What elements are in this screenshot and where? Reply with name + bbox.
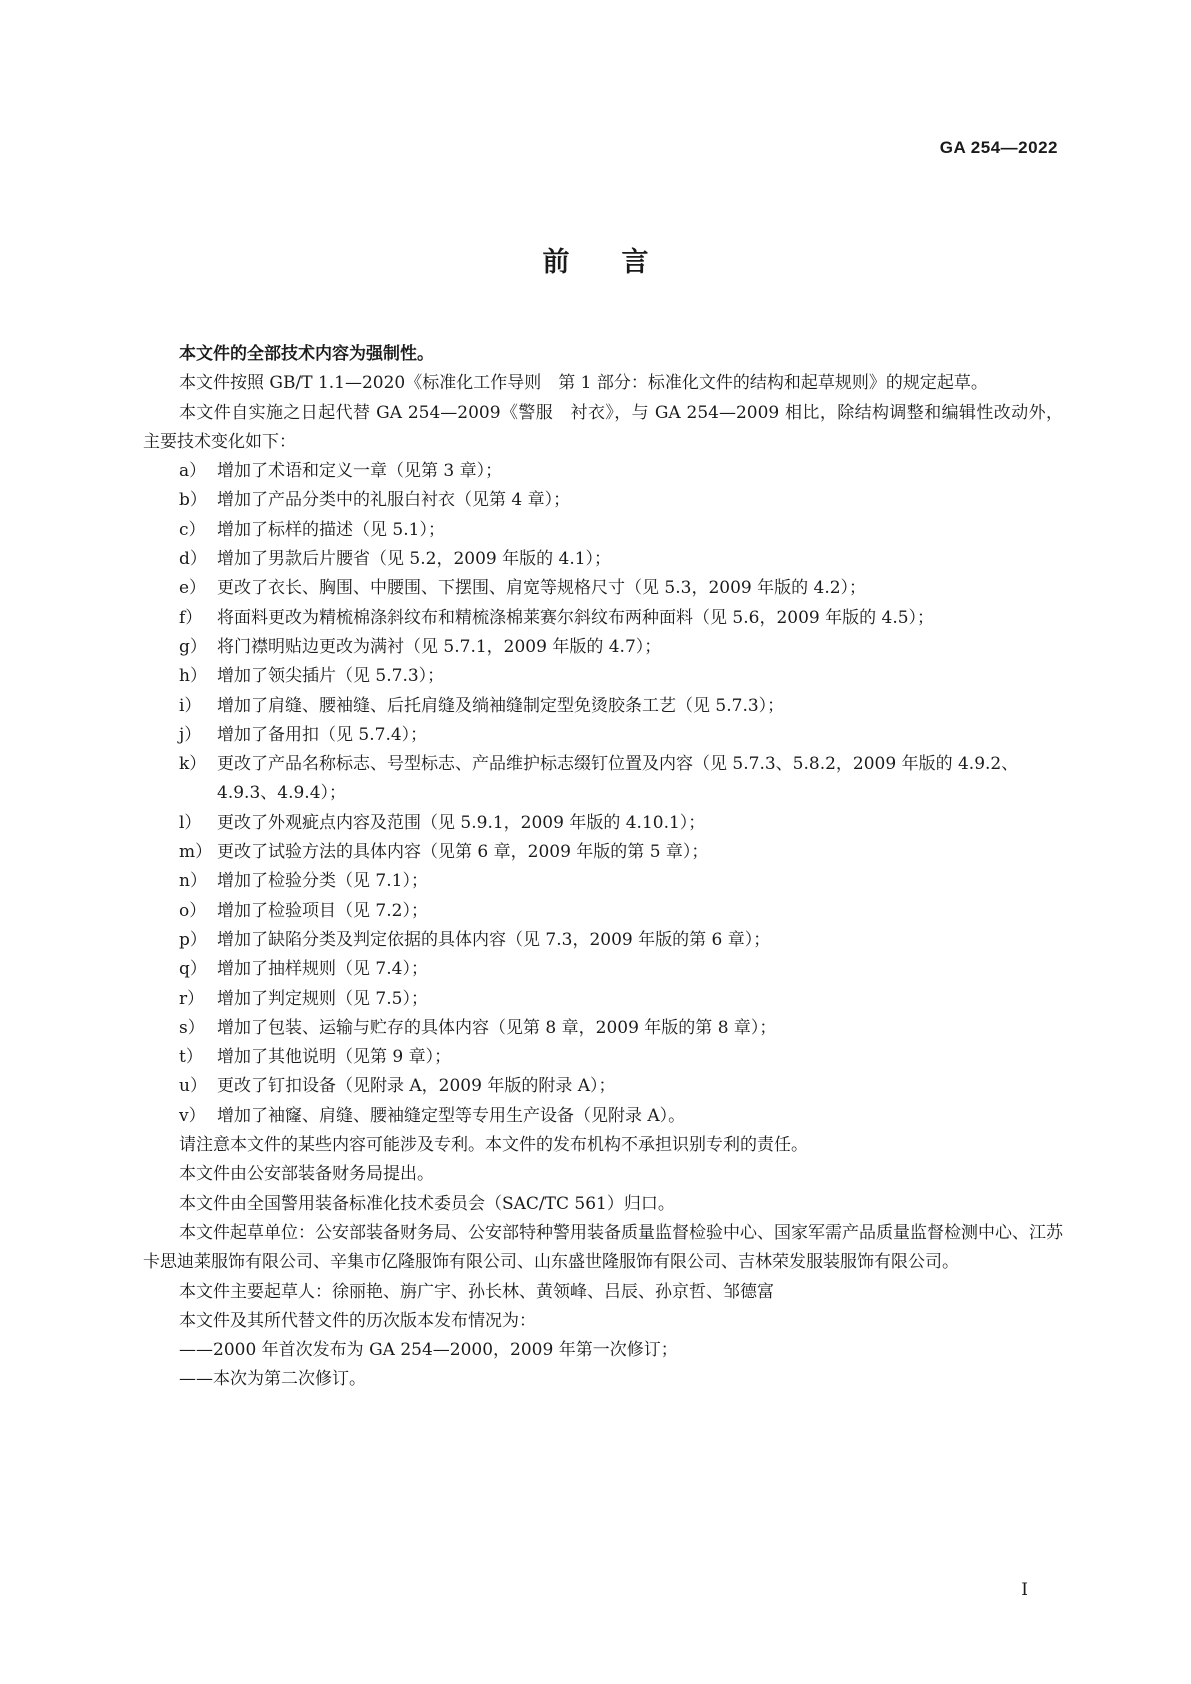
list-item-label: o） <box>179 900 207 921</box>
patent-notice: 请注意本文件的某些内容可能涉及专利。本文件的发布机构不承担识别专利的责任。 <box>179 1135 808 1156</box>
list-item-text: 更改了产品名称标志、号型标志、产品维护标志缀钉位置及内容（见 5.7.3、5.8.2，2009 年版的 4.9.2、4.9.3、4.9.4）； <box>217 754 1019 804</box>
list-item-label: h） <box>179 666 207 687</box>
list-item-label: p） <box>179 929 207 950</box>
list-item <box>143 985 1063 1014</box>
list-item-label: d） <box>179 549 207 570</box>
list-item <box>143 955 1063 984</box>
list-item <box>143 1043 1063 1072</box>
list-item-label: c） <box>179 519 206 540</box>
list-item-label: g） <box>179 636 207 657</box>
list-item-text: 增加了缺陷分类及判定依据的具体内容（见 7.3，2009 年版的第 6 章）； <box>217 929 771 950</box>
list-item-label: n） <box>179 871 207 892</box>
list-item-text: 将面料更改为精梳棉涤斜纹布和精梳涤棉莱赛尔斜纹布两种面料（见 5.6，2009 年版的 4.5）； <box>217 607 935 628</box>
list-item-text: 增加了术语和定义一章（见第 3 章）； <box>217 461 503 482</box>
list-item-text: 增加了产品分类中的礼服白衬衣（见第 4 章）； <box>217 490 571 511</box>
list-item-label: s） <box>179 1017 205 1038</box>
list-item-text: 增加了检验分类（见 7.1）； <box>217 871 428 892</box>
list-item-text: 增加了包装、运输与贮存的具体内容（见第 8 章，2009 年版的第 8 章）； <box>217 1017 777 1038</box>
list-item <box>143 457 1063 486</box>
list-item <box>143 604 1063 633</box>
changes-list <box>143 457 1063 1131</box>
history-item: ——2000 年首次发布为 GA 254—2000，2009 年第一次修订； <box>179 1340 678 1361</box>
list-item <box>143 897 1063 926</box>
list-item-label: r） <box>179 988 205 1009</box>
list-item-text: 增加了男款后片腰省（见 5.2，2009 年版的 4.1）； <box>217 549 612 570</box>
mandatory-statement: 本文件的全部技术内容为强制性。 <box>179 344 434 364</box>
list-item-text: 增加了标样的描述（见 5.1）； <box>217 519 445 540</box>
list-item-text: 增加了领尖插片（见 5.7.3）； <box>217 666 445 687</box>
list-item-label: a） <box>179 461 207 482</box>
history-item: ——本次为第二次修订。 <box>179 1369 366 1390</box>
list-item-label: i） <box>179 695 202 716</box>
list-item <box>143 926 1063 955</box>
list-item-text: 增加了备用扣（见 5.7.4）； <box>217 724 428 745</box>
list-item-text: 更改了衣长、胸围、中腰围、下摆围、肩宽等规格尺寸（见 5.3，2009 年版的 4.2）； <box>217 578 867 599</box>
drafting-units-paragraph: 本文件起草单位：公安部装备财务局、公安部特种警用装备质量监督检验中心、国家军需产品质量监督检测中心、江苏卡思迪莱服饰有限公司、辛集市亿隆服饰有限公司、山东盛世隆服饰有限公司、吉林荣发服装服饰有限公司。 <box>143 1222 1063 1273</box>
list-item-text: 将门襟明贴边更改为满衬（见 5.7.1，2009 年版的 4.7）； <box>217 636 662 657</box>
page-title: 前言 <box>542 247 701 278</box>
list-item-label: u） <box>179 1076 207 1097</box>
list-item-text: 更改了外观疵点内容及范围（见 5.9.1，2009 年版的 4.10.1）； <box>217 812 706 833</box>
list-item <box>143 1102 1063 1131</box>
list-item-text: 增加了判定规则（见 7.5）； <box>217 988 428 1009</box>
list-item-text: 更改了钉扣设备（见附录 A，2009 年版的附录 A）； <box>217 1076 616 1097</box>
list-item <box>143 633 1063 662</box>
list-item-label: m） <box>179 842 213 863</box>
list-item-text: 增加了其他说明（见第 9 章）； <box>217 1047 452 1068</box>
list-item <box>143 692 1063 721</box>
list-item <box>143 574 1063 603</box>
list-item-label: v） <box>179 1105 206 1126</box>
list-item-label: f） <box>179 607 203 628</box>
list-item-text: 更改了试验方法的具体内容（见第 6 章，2009 年版的第 5 章）； <box>217 842 709 863</box>
list-item-label: e） <box>179 578 207 599</box>
list-item-label: l） <box>179 812 202 833</box>
list-item <box>143 545 1063 574</box>
list-item <box>143 838 1063 867</box>
list-item <box>143 1014 1063 1043</box>
list-item-label: b） <box>179 490 207 511</box>
drafting-basis-paragraph: 本文件按照 GB/T 1.1—2020《标准化工作导则 第 1 部分：标准化文件的结构和起草规则》的规定起草。 <box>179 373 988 394</box>
history-intro: 本文件及其所代替文件的历次版本发布情况为： <box>179 1310 536 1331</box>
document-body <box>143 340 1063 1395</box>
list-item <box>143 867 1063 896</box>
list-item <box>143 1072 1063 1101</box>
list-item-text: 增加了检验项目（见 7.2）； <box>217 900 428 921</box>
proposer-paragraph: 本文件由公安部装备财务局提出。 <box>179 1164 434 1185</box>
list-item-label: t） <box>179 1047 203 1068</box>
list-item <box>143 750 1063 809</box>
list-item <box>143 486 1063 515</box>
list-item-text: 增加了抽样规则（见 7.4）； <box>217 959 428 980</box>
list-item <box>143 516 1063 545</box>
committee-paragraph: 本文件由全国警用装备标准化技术委员会（SAC/TC 561）归口。 <box>179 1193 675 1214</box>
list-item <box>143 809 1063 838</box>
page-number: I <box>1021 1580 1028 1600</box>
replacement-paragraph: 本文件自实施之日起代替 GA 254—2009《警服 衬衣》，与 GA 254—2009 相比，除结构调整和编辑性改动外，主要技术变化如下： <box>143 402 1063 452</box>
list-item-label: k） <box>179 754 207 775</box>
list-item <box>143 721 1063 750</box>
document-code: GA 254—2022 <box>939 138 1058 157</box>
list-item-label: q） <box>179 959 207 980</box>
list-item <box>143 662 1063 691</box>
drafters-paragraph: 本文件主要起草人：徐丽艳、旃广宇、孙长林、黄领峰、吕辰、孙京哲、邹德富 <box>179 1281 774 1302</box>
list-item-text: 增加了肩缝、腰袖缝、后托肩缝及绱袖缝制定型免烫胶条工艺（见 5.7.3）； <box>217 695 785 716</box>
list-item-text: 增加了袖窿、肩缝、腰袖缝定型等专用生产设备（见附录 A）。 <box>217 1105 686 1126</box>
list-item-label: j） <box>179 724 202 745</box>
